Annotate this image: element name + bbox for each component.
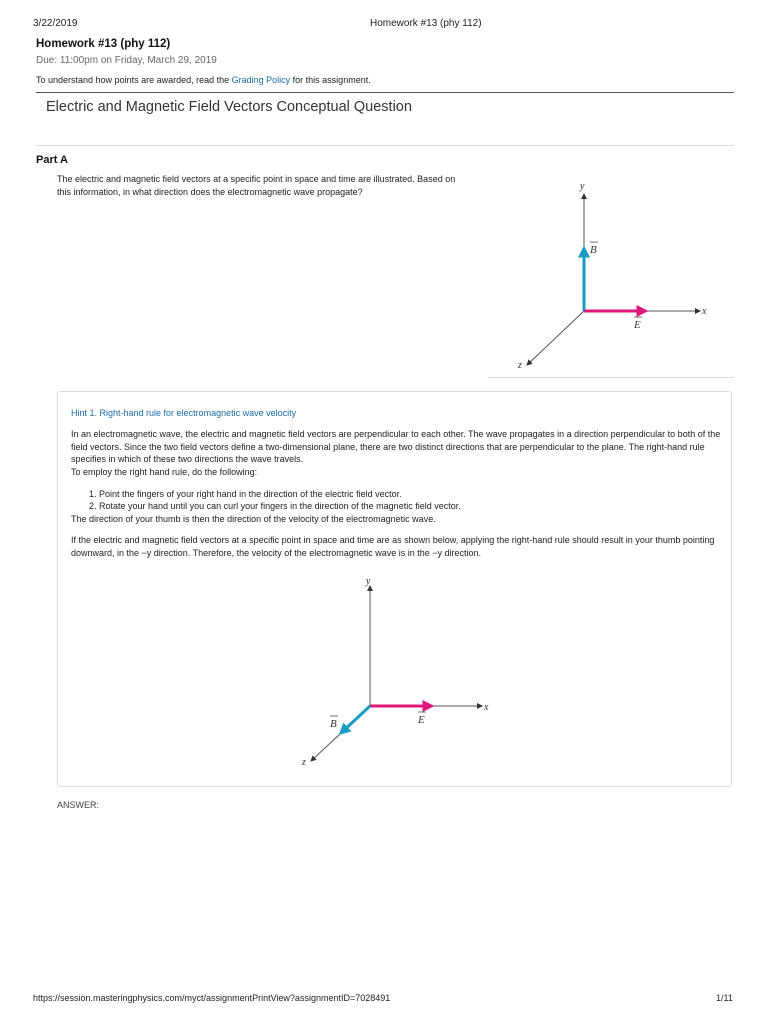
section-divider xyxy=(36,145,734,146)
hint-paragraph-1 xyxy=(71,428,721,478)
field-vectors-figure xyxy=(510,178,730,374)
hint-paragraph-1-text: In an electromagnetic wave, the electric and magnetic field vectors are perpendicular to each other. The wave propagates in a direction perpendicular to both of the field vectors. Since the two field vectors define a two-dimensional plane, there are two distinct directions that are perpendicular to the plane. The right-hand rule specifies in which of these two directions the wave travels. xyxy=(71,429,721,464)
due-date: Due: 11:00pm on Friday, March 29, 2019 xyxy=(36,55,217,66)
answer-label: ANSWER: xyxy=(57,800,100,810)
question-text: The electric and magnetic field vectors at a specific point in space and time are illustrated. Based on this information, in what direction does the electromagnetic wave propagate? xyxy=(57,174,456,197)
b-vector xyxy=(342,706,370,732)
x-axis-label: x xyxy=(484,702,489,713)
y-axis-label: y xyxy=(366,576,371,587)
b-vector-label: B xyxy=(590,244,597,256)
policy-prefix: To understand how points are awarded, read the xyxy=(36,75,232,85)
hint-title[interactable]: Hint 1. Right-hand rule for electromagnetic wave velocity xyxy=(71,408,297,418)
hint-step: 2. Rotate your hand until you can curl your fingers in the direction of the magnetic field vector. xyxy=(89,501,461,511)
hint-paragraph-2: If the electric and magnetic field vectors at a specific point in space and time are as shown below, applying the right-hand rule should result in your thumb pointing downward, in the −y direction. Therefore, the velocity of the electromagnetic wave is in the −y direction. xyxy=(71,535,715,558)
print-header-title: Homework #13 (phy 112) xyxy=(370,18,482,29)
hint-step: 1. Point the fingers of your right hand in the direction of the electric field vector. xyxy=(89,489,402,499)
e-vector-label: E xyxy=(634,319,641,331)
header-divider xyxy=(36,92,734,93)
x-axis-label: x xyxy=(702,306,707,317)
print-date: 3/22/2019 xyxy=(33,18,78,29)
hint-paragraph-1-line2: To employ the right hand rule, do the following: xyxy=(71,466,258,477)
policy-suffix: for this assignment. xyxy=(290,75,371,85)
grading-policy-link[interactable]: Grading Policy xyxy=(231,75,291,85)
z-axis-label: z xyxy=(302,757,306,768)
b-vector-label: B xyxy=(330,718,337,730)
question-title: Electric and Magnetic Field Vectors Conceptual Question xyxy=(46,99,412,115)
part-label: Part A xyxy=(36,154,68,166)
grading-policy-note xyxy=(36,75,371,85)
footer-page-number: 1/11 xyxy=(716,993,733,1003)
assignment-title: Homework #13 (phy 112) xyxy=(36,38,171,50)
e-vector-label: E xyxy=(418,714,425,726)
z-axis-label: z xyxy=(518,360,522,371)
figure-divider xyxy=(488,377,734,378)
hint-after-steps: The direction of your thumb is then the direction of the velocity of the electromagnetic wave. xyxy=(71,514,436,524)
footer-url: https://session.masteringphysics.com/myct/assignmentPrintView?assignmentID=7028491 xyxy=(33,993,391,1003)
y-axis-label: y xyxy=(580,181,585,192)
z-axis xyxy=(527,311,584,365)
hint-field-vectors-figure xyxy=(292,572,512,772)
hint-steps xyxy=(89,488,709,512)
